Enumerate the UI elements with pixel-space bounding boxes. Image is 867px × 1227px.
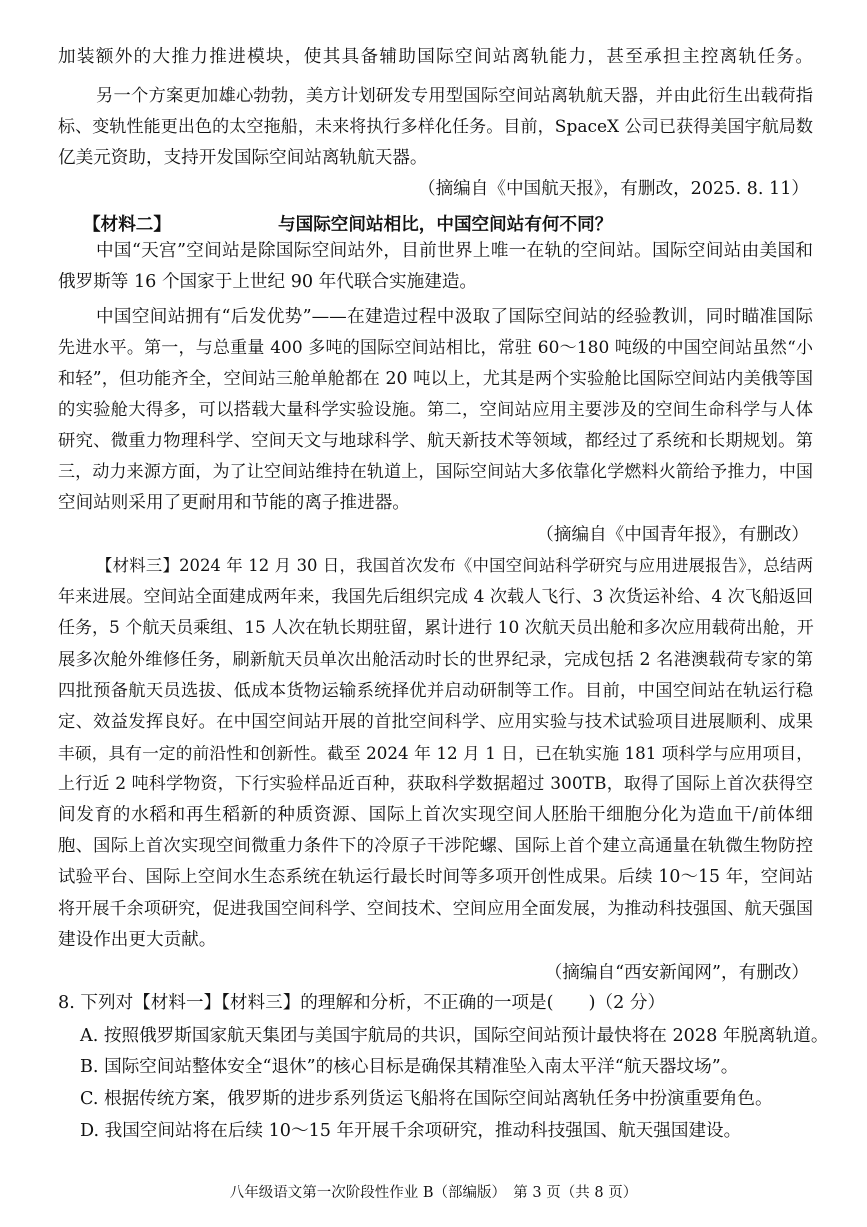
material2-text-line: 和轻”，但功能齐全，空间站三舱单舱都在 20 吨以上，尤其是两个实验舱比国际空间站内美俄等国	[58, 369, 813, 389]
material2-text-line: 研究、微重力物理科学、空间天文与地球科学、航天新技术等领域，都经过了系统和长期规划。第	[58, 431, 813, 451]
page-footer: 八年级语文第一次阶段性作业 B（部编版） 第 3 页（共 8 页）	[229, 1185, 638, 1201]
material3-text-line: 上行近 2 吨科学物资，下行实验样品近百种，获取科学数据超过 300TB，取得了国际上首次获得空	[58, 774, 813, 794]
material2-text-line: 先进水平。第一，与总重量 400 多吨的国际空间站相比，常驻 60～180 吨级的中国空间站虽然“小	[58, 338, 813, 358]
question-stem: 8. 下列对【材料一】【材料三】的理解和分析，不正确的一项是( )（2 分）	[58, 993, 666, 1013]
material2-text-line: 中国空间站拥有“后发优势”——在建造过程中汲取了国际空间站的经验教训，同时瞄准国际	[96, 307, 813, 327]
material3-text-line: 丰硕，具有一定的前沿性和创新性。截至 2024 年 12 月 1 日，已在轨实施 181 项科学与应用项目，	[58, 743, 813, 763]
material3-text-line: 建设作出更大贡献。	[58, 930, 217, 950]
material3-text-line: 【材料三】2024 年 12 月 30 日，我国首次发布《中国空间站科学研究与应用进展报告》，总结两	[96, 556, 813, 575]
material2-text-line: 俄罗斯等 16 个国家于上世纪 90 年代联合实施建造。	[58, 272, 478, 292]
material2-source: （摘编自《中国青年报》，有删改）	[536, 525, 809, 545]
material3-text-line: 将开展千余项研究，促进我国空间科学、空间技术、空间应用全面发展，为推动科技强国、航天强国	[58, 899, 813, 919]
material2-text-line: 的实验舱大得多，可以搭载大量科学实验设施。第二，空间站应用主要涉及的空间生命科学与人体	[58, 400, 813, 420]
material1-source: （摘编自《中国航天报》，有删改，2025. 8. 11）	[417, 179, 809, 199]
material2-text-line: 中国“天宫”空间站是除国际空间站外，目前世界上唯一在轨的空间站。国际空间站由美国和	[96, 241, 813, 261]
material2-text-line: 三，动力来源方面，为了让空间站维持在轨道上，国际空间站大多依靠化学燃料火箭给予推力，中国	[58, 462, 813, 482]
option-a: A. 按照俄罗斯国家航天集团与美国宇航局的共识，国际空间站预计最快将在 2028 年脱离轨道。	[80, 1026, 829, 1046]
material3-text-line: 间发育的水稻和再生稻新的种质资源、国际上首次实现空间人胚胎干细胞分化为造血干/前体细	[58, 805, 813, 825]
option-b: B. 国际空间站整体安全“退休”的核心目标是确保其精准坠入南太平洋“航天器坟场”。	[80, 1057, 739, 1077]
material3-text-line: 定、效益发挥良好。在中国空间站开展的首批空间科学、应用实验与技术试验项目进展顺利、成果	[58, 712, 813, 732]
material2-heading	[83, 213, 813, 237]
material3-source: （摘编自“西安新闻网”，有删改）	[544, 963, 809, 983]
material1-text-line: 亿美元资助，支持开发国际空间站离轨航天器。	[58, 148, 428, 168]
material3-text-line: 任务，5 个航天员乘组、15 人次在轨长期驻留，累计进行 10 次航天员出舱和多次应用载荷出舱，开	[58, 618, 814, 638]
material1-text-line: 另一个方案更加雄心勃勃，美方计划研发专用型国际空间站离轨航天器，并由此衍生出载荷指	[96, 86, 813, 106]
option-c: C. 根据传统方案，俄罗斯的进步系列货运飞船将在国际空间站离轨任务中扮演重要角色。	[80, 1089, 773, 1109]
material3-text-line: 展多次舱外维修任务，刷新航天员单次出舱活动时长的世界纪录，完成包括 2 名港澳载荷专家的第	[58, 650, 813, 670]
material2-text-line: 空间站则采用了更耐用和节能的离子推进器。	[58, 493, 410, 513]
material2-tag: 【材料二】	[83, 214, 171, 235]
material3-text-line: 四批预备航天员选拔、低成本货物运输系统择优并启动研制等工作。目前，中国空间站在轨运行稳	[58, 681, 813, 701]
material2-title: 与国际空间站相比，中国空间站有何不同？	[278, 214, 613, 235]
material1-text-line: 标、变轨性能更出色的太空拖船，未来将执行多样化任务。目前，SpaceX 公司已获得美国宇航局数	[58, 117, 813, 137]
material3-text-line: 试验平台、国际上空间水生态系统在轨运行最长时间等多项开创性成果。后续 10～15 年，空间站	[58, 867, 813, 887]
material1-text-line: 加装额外的大推力推进模块，使其具备辅助国际空间站离轨能力，甚至承担主控离轨任务。	[58, 47, 813, 67]
option-d: D. 我国空间站将在后续 10～15 年开展千余项研究，推动科技强国、航天强国建设。	[80, 1121, 742, 1141]
material3-text-line: 年来进展。空间站全面建成两年来，我国先后组织完成 4 次载人飞行、3 次货运补给、4 次飞船返回	[58, 587, 813, 607]
material3-text-line: 胞、国际上首次实现空间微重力条件下的冷原子干涉陀螺、国际上首个建立高通量在轨微生物防控	[58, 836, 813, 856]
